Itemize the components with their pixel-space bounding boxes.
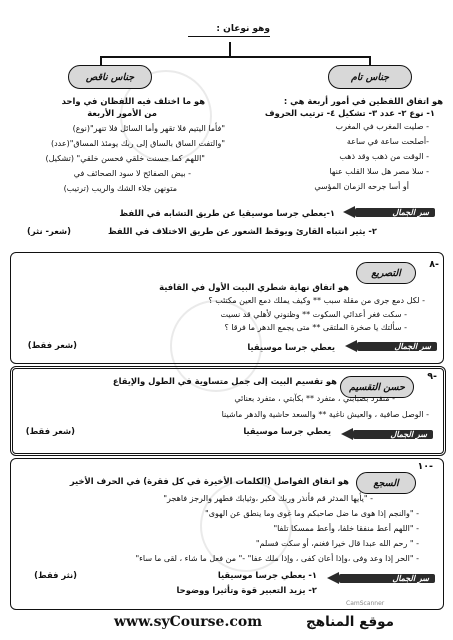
tasree-line: - لكل دمع جرى من مقلة سبب ** وكيف يملك دمع العين مكتئب ؟ [208, 296, 425, 305]
beauty-arrow [345, 340, 437, 353]
jinas-naqis-definition-2: من الأمور الأربعة [87, 108, 157, 118]
section-number: -١٠ [417, 461, 433, 472]
jinas-heading: وهو نوعان : [216, 24, 270, 34]
tree-stem [229, 42, 231, 56]
tasree-beauty: يعطي جرسا موسيقيا [247, 342, 335, 352]
jinas-beauty-1: ١-يعطي جرسا موسيقيا عن طريق التشابه في اللفظ [119, 208, 335, 218]
taqseem-beauty: يعطي جرسا موسيقيا [243, 426, 331, 436]
tam-example: -أصلحت ساعة في ساعة [346, 137, 429, 146]
taqseem-note: (شعر فقط) [25, 426, 75, 436]
tasree-line: - سألتك يا صخرة الملتقى ** متى يجمع الدهر ما فرقا ؟ [224, 323, 407, 332]
beauty-arrow [327, 572, 435, 585]
jinas-naqis-definition: هو ما اختلف فيه اللفظان في واحد [61, 96, 205, 106]
naqis-example: "والتفت الساق بالساق إلى ربك يومئذ المساق"(عدد) [50, 139, 225, 148]
jinas-naqis-label: جناس ناقص [68, 65, 152, 89]
tam-example: - صليت المغرب في المغرب [335, 122, 429, 131]
tam-example: - سلا مصر هل سلا القلب عنها [329, 167, 429, 176]
beauty-label: سر الجمال [392, 208, 429, 217]
taqseem-line: - متفرد بصبابتي ، متفرد ** بكآبتي ، متفرد بعنائي [234, 394, 395, 403]
beauty-label: سر الجمال [392, 574, 429, 583]
heading-underline [188, 36, 270, 37]
jinas-beauty-2: ٢- يثير انتباه القارئ ويوقظ الشعور عن طريق الاختلاف في اللفظ [107, 226, 377, 236]
saj-beauty-1: ١- يعطي جرسا موسيقيا [217, 570, 317, 580]
tree-leg-right [369, 56, 371, 65]
jinas-tam-label: جناس تام [328, 65, 412, 89]
naqis-example: - بيض الصفائح لا سود الصحائف في [73, 169, 191, 178]
footer-site-arabic: موقع المناهج [306, 614, 395, 630]
footer [84, 600, 446, 634]
tam-example: - الوقت من ذهب وقد ذهب [339, 152, 429, 161]
beauty-arrow [343, 206, 435, 219]
jinas-tam-definition: هو اتفاق اللفظين في أمور أربعة هي : [283, 96, 443, 106]
saj-note: (نثر فقط) [34, 570, 77, 580]
jinas-tam-items: ١- نوع ٢- عدد ٣- تشكيل ٤- ترتيب الحروف [264, 108, 435, 118]
beauty-label: سر الجمال [390, 430, 427, 439]
saj-line: - "والنجم إذا هوى ما ضل صاحبكم وما غوى وما ينطق عن الهوى" [205, 509, 419, 518]
taqseem-line: - الوصل صافية ، والعيش ناغية ** والسعد حاشية والدهر ماشينا [221, 410, 429, 419]
saj-line: - "يأيها المدثر قم فأنذر وربك فكبر ،وثيابك فطهر والرجز فاهجر" [163, 494, 373, 503]
tree-leg-left [100, 56, 102, 65]
saj-title: السجع [356, 472, 416, 494]
beauty-arrow [341, 428, 433, 441]
saj-line: - "اللهم أعط منفقا خلفا، وأعط ممسكا تلفا" [273, 524, 419, 533]
naqis-example: "اللهم كما حسنت خلقي فحسن خلقي" (تشكيل) [45, 154, 205, 163]
footer-site-link[interactable]: www.syCourse.com [114, 614, 263, 630]
tasree-note: (شعر فقط) [27, 340, 77, 350]
beauty-label: سر الجمال [394, 342, 431, 351]
naqis-example: "فأما اليتيم فلا تقهر وأما السائل فلا تنهر"(نوع) [72, 124, 225, 133]
section-number: -٩ [427, 371, 437, 382]
section-number: -٨ [429, 259, 439, 270]
tasree-line: - سكت فغر أعدائي السكوت ** وظنوني لأهلي قد نسيت [220, 310, 407, 319]
saj-beauty-2: ٢- يزيد التعبير قوة وتأثيرا ووضوحا [176, 585, 317, 595]
saj-definition: هو اتفاق الفواصل (الكلمات الأخيرة في كل فقرة) في الحرف الأخير [69, 476, 349, 486]
jinas-note: (شعر- نثر) [27, 226, 71, 236]
scanner-watermark: CamScanner [346, 600, 385, 607]
saj-line: - "الحر إذا وعد وفى ،وإذا أعان كفى ، وإذا ملك عفا" -" من فعل ما شاء ، لقى ما ساء" [135, 554, 419, 563]
taqseem-definition: هو تقسيم البيت إلى جمل متساوية في الطول والإيقاع [112, 376, 337, 386]
naqis-example: متونهن جلاء الشك والريب (ترتيب) [63, 184, 177, 193]
tasree-definition: هو اتفاق نهاية شطري البيت الأول في القافية [159, 282, 349, 292]
tree-branch [100, 56, 370, 58]
saj-line: - " رحم الله عبدا قال خيرا فغنم، أو سكت فسلم" [255, 539, 419, 548]
tasree-title: التصريع [356, 262, 416, 284]
tam-example: أو أسا جرحه الزمان المؤسي [314, 182, 409, 191]
taqseem-title: حسن التقسيم [340, 376, 414, 398]
